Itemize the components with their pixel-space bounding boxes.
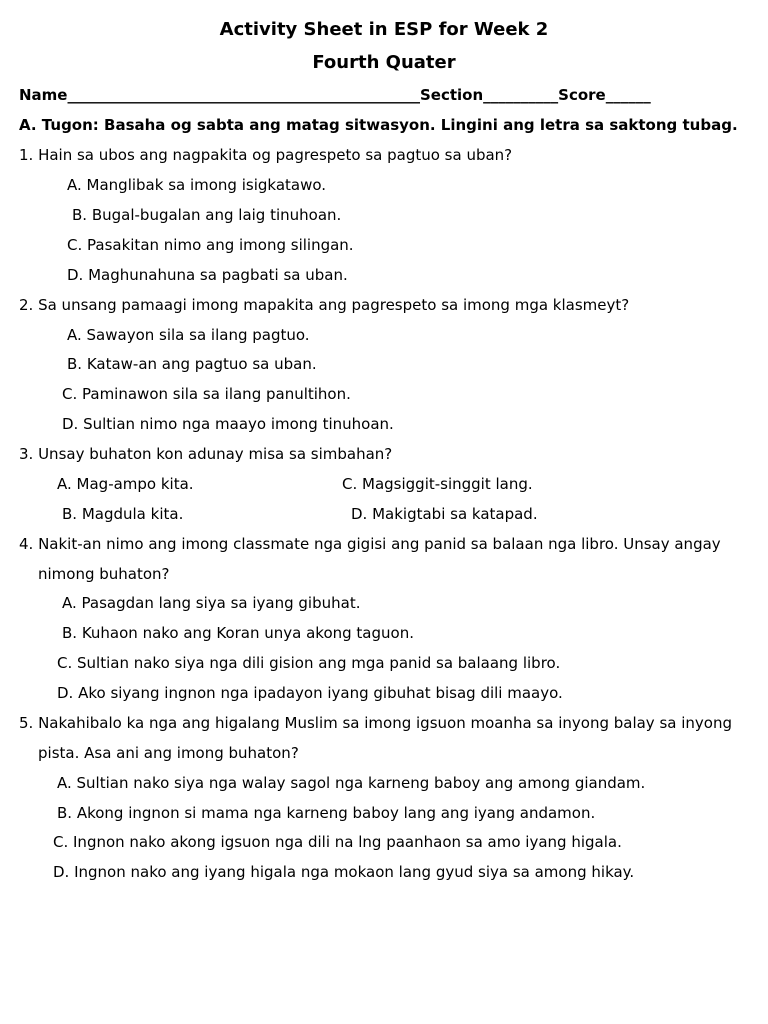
option-2c: C. Paminawon sila sa ilang panultihon.	[62, 385, 351, 403]
option-1b: B. Bugal-bugalan ang laig tinuhoan.	[72, 206, 342, 224]
option-3d: D. Makigtabi sa katapad.	[351, 505, 538, 523]
question-3: 3. Unsay buhaton kon adunay misa sa simbahan?	[19, 445, 393, 463]
name-section-score-line: Name_______________________________________________Section__________Score______	[19, 86, 651, 104]
instructions: A. Tugon: Basaha og sabta ang matag sitwasyon. Lingini ang letra sa saktong tubag.	[19, 116, 738, 134]
question-4: 4. Nakit-an nimo ang imong classmate nga gigisi ang panid sa balaan nga libro. Unsay angay	[19, 535, 721, 553]
option-4a: A. Pasagdan lang siya sa iyang gibuhat.	[62, 594, 361, 612]
option-2d: D. Sultian nimo nga maayo imong tinuhoan.	[62, 415, 394, 433]
question-5-continued: pista. Asa ani ang imong buhaton?	[38, 744, 299, 762]
option-1d: D. Maghunahuna sa pagbati sa uban.	[67, 266, 348, 284]
option-3c: C. Magsiggit-singgit lang.	[342, 475, 533, 493]
option-5c: C. Ingnon nako akong igsuon nga dili na lng paanhaon sa amo iyang higala.	[53, 833, 622, 851]
option-3b: B. Magdula kita.	[62, 505, 184, 523]
option-2a: A. Sawayon sila sa ilang pagtuo.	[67, 326, 310, 344]
option-5d: D. Ingnon nako ang iyang higala nga mokaon lang gyud siya sa among hikay.	[53, 863, 635, 881]
page-title: Activity Sheet in ESP for Week 2	[219, 19, 549, 40]
question-1: 1. Hain sa ubos ang nagpakita og pagrespeto sa pagtuo sa uban?	[19, 146, 513, 164]
option-1a: A. Manglibak sa imong isigkatawo.	[67, 176, 327, 194]
option-5b: B. Akong ingnon si mama nga karneng baboy lang ang iyang andamon.	[57, 804, 596, 822]
option-4c: C. Sultian nako siya nga dili gision ang mga panid sa balaang libro.	[57, 654, 561, 672]
option-5a: A. Sultian nako siya nga walay sagol nga karneng baboy ang among giandam.	[57, 774, 646, 792]
question-4-continued: nimong buhaton?	[38, 565, 170, 583]
page-subtitle: Fourth Quater	[312, 52, 456, 73]
option-2b: B. Kataw-an ang pagtuo sa uban.	[67, 355, 317, 373]
question-5: 5. Nakahibalo ka nga ang higalang Muslim sa imong igsuon moanha sa inyong balay sa inyong	[19, 714, 732, 732]
question-2: 2. Sa unsang pamaagi imong mapakita ang pagrespeto sa imong mga klasmeyt?	[19, 296, 630, 314]
option-3a: A. Mag-ampo kita.	[57, 475, 194, 493]
option-4d: D. Ako siyang ingnon nga ipadayon iyang gibuhat bisag dili maayo.	[57, 684, 563, 702]
option-1c: C. Pasakitan nimo ang imong silingan.	[67, 236, 354, 254]
option-4b: B. Kuhaon nako ang Koran unya akong taguon.	[62, 624, 414, 642]
